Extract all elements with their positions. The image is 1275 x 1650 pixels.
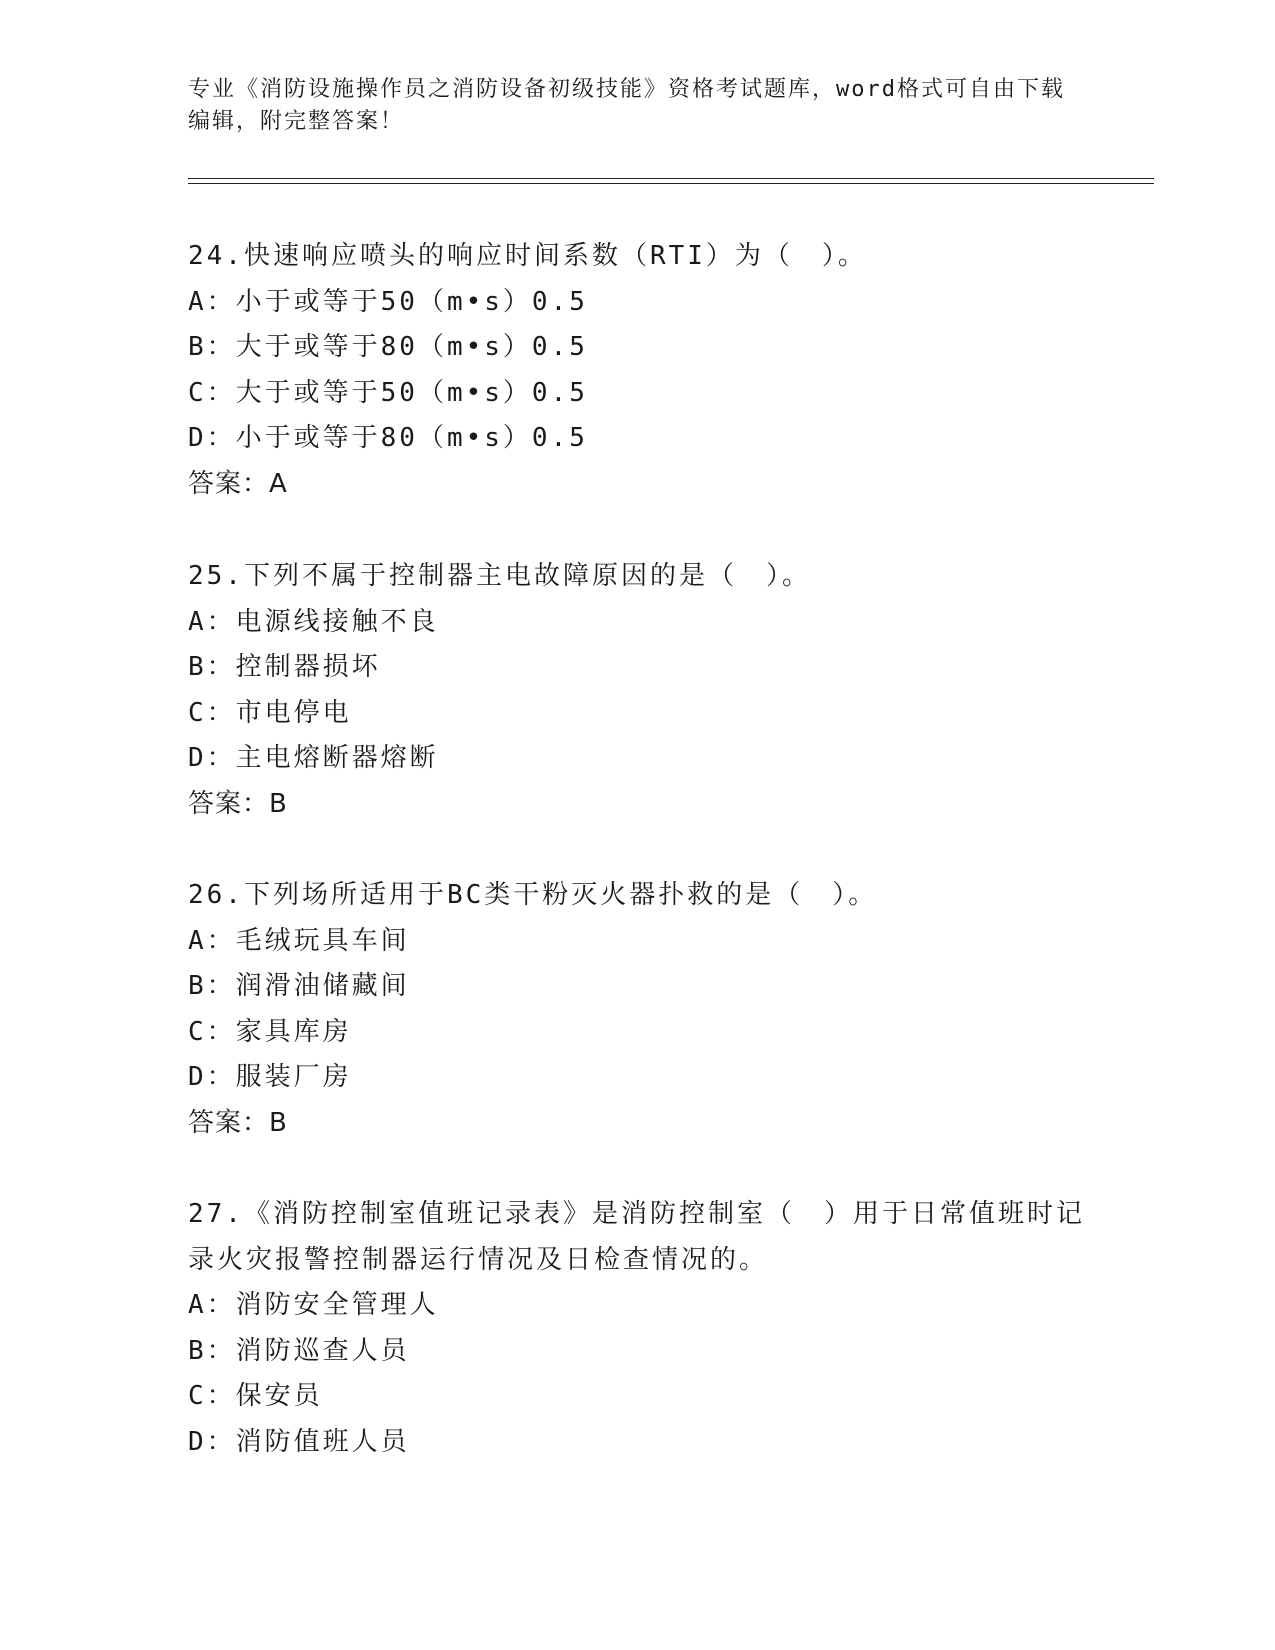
option-a: A：电源线接触不良 bbox=[188, 606, 439, 637]
option-c: C：大于或等于50（m•s）0.5 bbox=[188, 377, 588, 408]
question-27 bbox=[188, 1192, 1088, 1465]
option-c: C：保安员 bbox=[188, 1381, 323, 1411]
option-c: C：市电停电 bbox=[188, 697, 352, 728]
option-c: C：家具库房 bbox=[188, 1016, 352, 1047]
option-a: A：小于或等于50（m•s）0.5 bbox=[188, 286, 588, 317]
option-d: D：主电熔断器熔断 bbox=[188, 743, 439, 773]
option-d: D：服装厂房 bbox=[188, 1062, 352, 1092]
document-intro: 专业《消防设施操作员之消防设备初级技能》资格考试题库，word格式可自由下载编辑，附完整答案！ bbox=[188, 77, 1065, 134]
header-divider-top bbox=[188, 178, 1154, 179]
answer-label: 答案：B bbox=[188, 788, 288, 819]
question-26 bbox=[188, 873, 1088, 1146]
header-divider-bottom bbox=[188, 183, 1154, 184]
answer-label: 答案：B bbox=[188, 1107, 288, 1138]
answer-label: 答案：A bbox=[188, 468, 288, 499]
option-b: B：润滑油储藏间 bbox=[188, 971, 410, 1001]
question-stem: 25.下列不属于控制器主电故障原因的是（ ）。 bbox=[188, 561, 811, 591]
option-b: B：大于或等于80（m•s）0.5 bbox=[188, 332, 588, 362]
question-stem: 26.下列场所适用于BC类干粉灭火器扑救的是（ ）。 bbox=[188, 880, 878, 910]
option-b: B：消防巡查人员 bbox=[188, 1335, 410, 1366]
option-a: A：消防安全管理人 bbox=[188, 1290, 439, 1320]
question-25 bbox=[188, 554, 1088, 827]
option-a: A：毛绒玩具车间 bbox=[188, 925, 410, 956]
option-d: D：消防值班人员 bbox=[188, 1426, 410, 1457]
question-stem: 27.《消防控制室值班记录表》是消防控制室（ ）用于日常值班时记录火灾报警控制器运行情况及日检查情况的。 bbox=[188, 1199, 1085, 1275]
question-24 bbox=[188, 234, 1088, 507]
option-b: B：控制器损坏 bbox=[188, 652, 381, 682]
question-stem: 24.快速响应喷头的响应时间系数（RTI）为（ ）。 bbox=[188, 241, 867, 271]
option-d: D：小于或等于80（m•s）0.5 bbox=[188, 423, 588, 453]
